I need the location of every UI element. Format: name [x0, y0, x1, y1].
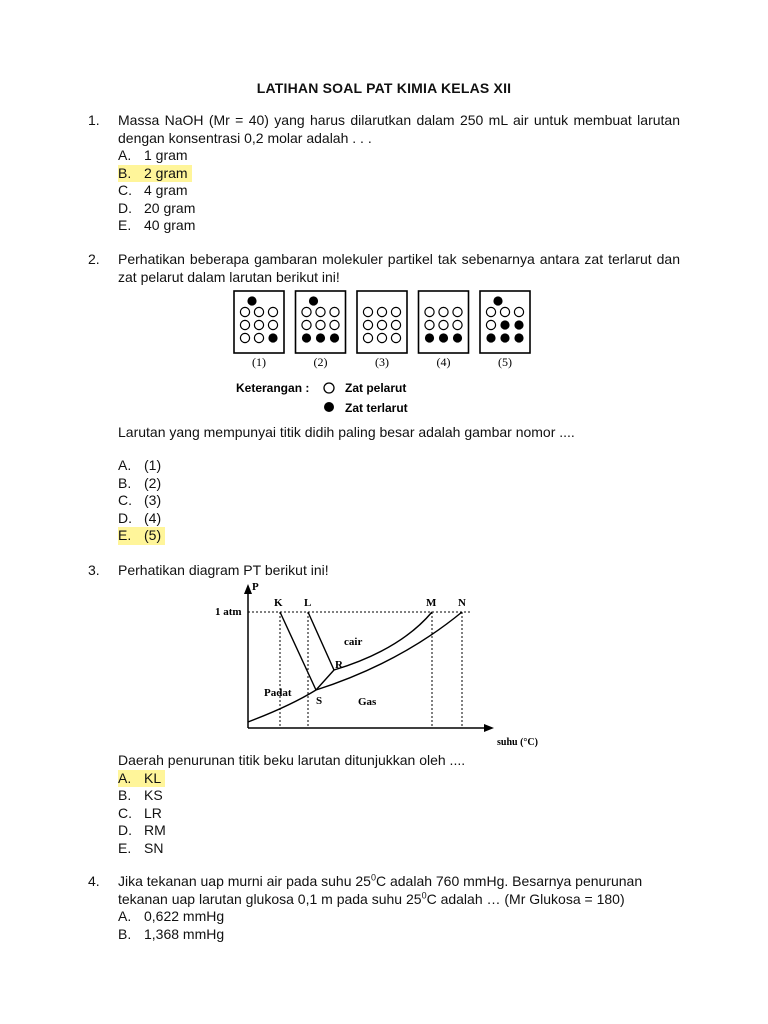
solvent-particle: [363, 307, 372, 316]
option-a[interactable]: A. 0,622 mmHg: [118, 908, 225, 924]
solute-particle: [500, 320, 509, 329]
solute-particle: [514, 320, 523, 329]
solvent-particle: [302, 320, 311, 329]
solute-particle: [302, 333, 311, 342]
point-l-label: L: [304, 597, 312, 609]
option-list: [118, 457, 680, 545]
option-c[interactable]: C. 4 gram: [118, 182, 188, 198]
option-a[interactable]: [118, 770, 680, 788]
question-text: Perhatikan beberapa gambaran molekuler partikel tak sebenarnya antara zat terlarut dan zat pelarut dalam larutan berikut ini!: [118, 251, 680, 285]
question-number: 1.: [88, 112, 100, 128]
solvent-particle: [425, 307, 434, 316]
point-k-label: K: [274, 597, 283, 609]
solution-melting-line: [280, 612, 316, 690]
solute-particle: [439, 333, 448, 342]
option-a[interactable]: A. 1 gram: [118, 147, 188, 163]
keterangan-label: Keterangan :: [236, 381, 310, 395]
solvent-particle: [439, 320, 448, 329]
solvent-legend-icon: [324, 383, 334, 393]
solute-legend-label: Zat terlarut: [345, 401, 408, 415]
solute-particle: [486, 333, 495, 342]
question-prompt: Daerah penurunan titik beku larutan ditunjukkan oleh ....: [118, 752, 466, 768]
y-axis-label: P: [252, 581, 259, 593]
solvent-legend-label: Zat pelarut: [345, 381, 407, 395]
solvent-particle: [391, 307, 400, 316]
question-3-prompt: [88, 752, 680, 857]
page-title: LATIHAN SOAL PAT KIMIA KELAS XII: [256, 80, 512, 96]
solvent-particle: [240, 307, 249, 316]
region-gas-label: Gas: [358, 696, 377, 708]
solvent-particle: [363, 320, 372, 329]
solvent-particle: [268, 320, 277, 329]
box-label: (1): [252, 355, 266, 369]
solvent-particle: [254, 307, 263, 316]
solute-legend-icon: [324, 402, 334, 412]
solvent-particle: [500, 307, 509, 316]
solvent-particle: [486, 320, 495, 329]
question-3: [88, 562, 680, 580]
option-e[interactable]: E. 40 gram: [118, 217, 196, 233]
answer-highlight: B. 2 gram: [118, 165, 192, 183]
solvent-particle: [377, 333, 386, 342]
solute-particle: [493, 296, 502, 305]
option-d[interactable]: D. RM: [118, 822, 166, 838]
solvent-particle: [486, 307, 495, 316]
solvent-particle: [302, 307, 311, 316]
question-prompt: Larutan yang mempunyai titik didih paling besar adalah gambar nomor ....: [118, 424, 575, 440]
option-d[interactable]: D. 20 gram: [118, 199, 196, 216]
solvent-particle: [391, 333, 400, 342]
option-list: [118, 147, 680, 235]
solute-particle: [453, 333, 462, 342]
solvent-particle: [240, 333, 249, 342]
question-2: [88, 251, 680, 286]
solvent-particle: [453, 307, 462, 316]
option-d[interactable]: D. (4): [118, 509, 162, 526]
option-c[interactable]: C. (3): [118, 492, 162, 508]
solute-particle: [330, 333, 339, 342]
solvent-particle: [254, 333, 263, 342]
solvent-particle: [316, 320, 325, 329]
x-axis-arrow: [484, 724, 494, 732]
y-axis-arrow: [244, 584, 252, 594]
solute-particle: [247, 296, 256, 305]
answer-highlight: E. (5): [118, 527, 165, 545]
solvent-particle: [514, 307, 523, 316]
pressure-label: 1 atm: [215, 606, 242, 618]
point-r-label: R: [335, 659, 343, 671]
question-number: 2.: [88, 251, 100, 267]
solvent-particle: [330, 320, 339, 329]
solution-vapor-curve: [316, 612, 462, 690]
question-2-options: [88, 457, 680, 545]
answer-highlight: A. KL: [118, 770, 165, 788]
box-label: (2): [313, 355, 328, 369]
box-label: (4): [436, 355, 451, 369]
solvent-particle: [268, 307, 277, 316]
solvent-particle: [316, 307, 325, 316]
region-padat-label: Padat: [264, 687, 292, 699]
solute-particle: [316, 333, 325, 342]
question-4: [88, 873, 680, 943]
solvent-particle: [391, 320, 400, 329]
option-list: [118, 770, 680, 858]
option-b[interactable]: B. 1,368 mmHg: [118, 925, 225, 942]
molecular-particles-figure: [228, 288, 548, 418]
solvent-particle: [254, 320, 263, 329]
option-b[interactable]: B. (2): [118, 474, 162, 491]
solvent-particle: [425, 320, 434, 329]
box-label: (3): [375, 355, 389, 369]
solvent-particle: [240, 320, 249, 329]
option-list: [118, 908, 680, 943]
question-number: 4.: [88, 873, 100, 889]
question-text: Massa NaOH (Mr = 40) yang harus dilarutkan dalam 250 mL air untuk membuat larutan dengan konsentrasi 0,2 molar adalah . . .: [118, 112, 680, 146]
solute-particle: [425, 333, 434, 342]
solvent-melting-line: [308, 612, 334, 670]
solvent-particle: [330, 307, 339, 316]
solute-particle: [309, 296, 318, 305]
option-b[interactable]: B. KS: [118, 787, 163, 803]
solvent-particle: [377, 320, 386, 329]
solute-particle: [268, 333, 277, 342]
option-c[interactable]: C. LR: [118, 804, 162, 821]
solvent-particle: [439, 307, 448, 316]
question-text: Perhatikan diagram PT berikut ini!: [118, 562, 329, 578]
solvent-particle: [453, 320, 462, 329]
solute-particle: [514, 333, 523, 342]
question-1: [88, 112, 680, 235]
question-number: 3.: [88, 562, 100, 578]
solute-particle: [500, 333, 509, 342]
box-labels: [252, 355, 512, 369]
particle-boxes: [234, 291, 530, 353]
option-e[interactable]: [118, 527, 680, 545]
option-e[interactable]: E. SN: [118, 839, 164, 856]
question-text: Jika tekanan uap murni air pada suhu $25^0C$ adalah 760 mmHg. Besarnya penurunan tekanan uap larutan glukosa 0,1 m pada suhu $25^0C$ adalah … (Mr Glukosa = 180): [118, 872, 643, 907]
solvent-particle: [377, 307, 386, 316]
point-s-label: S: [316, 695, 323, 707]
region-cair-label: cair: [344, 636, 363, 648]
solvent-particle: [363, 333, 372, 342]
point-n-label: N: [458, 597, 466, 609]
point-m-label: M: [426, 597, 437, 609]
box-label: (5): [498, 355, 512, 369]
option-b[interactable]: [118, 165, 680, 183]
x-axis-label: suhu (°C): [497, 737, 538, 748]
pt-diagram: [210, 578, 560, 748]
option-a[interactable]: A. (1): [118, 457, 162, 473]
question-2-prompt: [88, 424, 680, 442]
